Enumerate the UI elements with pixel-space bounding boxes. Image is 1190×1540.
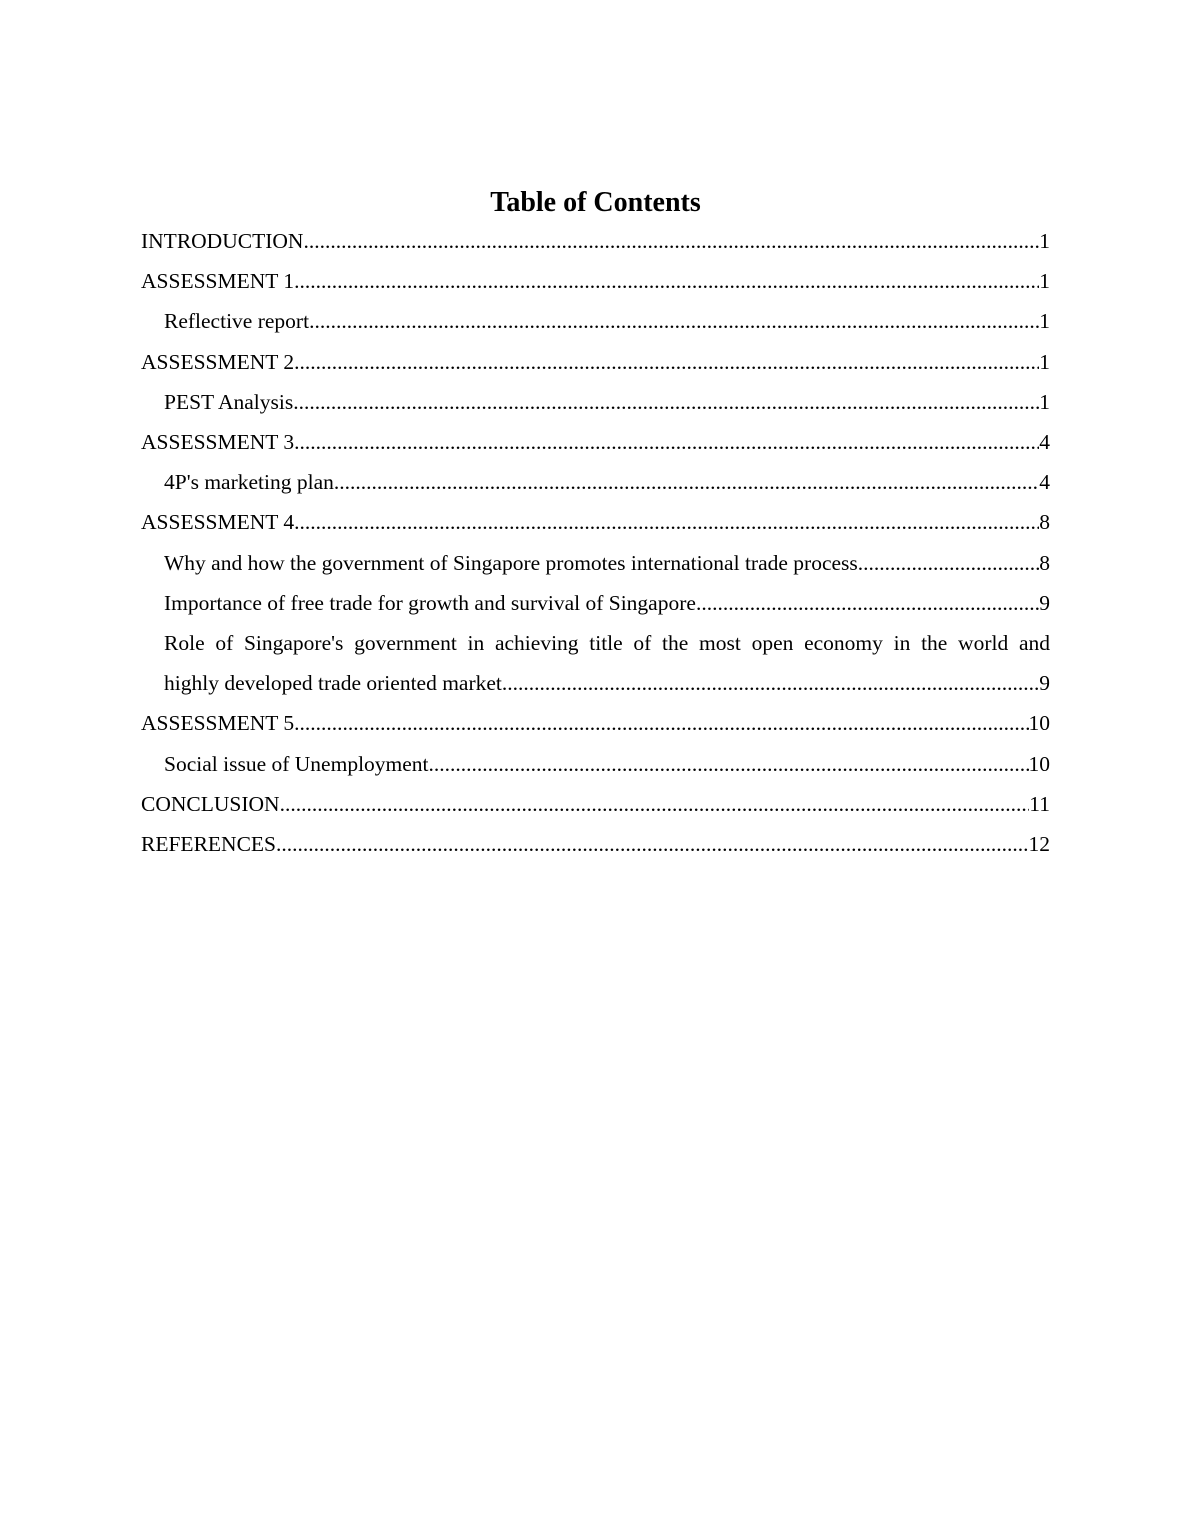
toc-entry[interactable] [141,824,1050,864]
toc-page-number: 10 [1028,751,1050,776]
toc-dot-leader [294,342,1039,382]
toc-entry[interactable] [141,583,1050,623]
toc-page-number: 1 [1039,349,1050,374]
toc-dot-leader [303,221,1039,261]
toc-entry-text: INTRODUCTION [141,229,304,253]
toc-page-number: 12 [1028,832,1050,857]
toc-entry[interactable] [141,744,1050,784]
toc-dot-leader [294,502,1039,542]
toc-page-number: 10 [1028,711,1050,736]
toc-entry-text: highly developed trade oriented market [164,671,502,696]
toc-dot-leader [502,663,1039,703]
toc-entry[interactable] [141,301,1050,341]
toc-dot-leader [276,824,1029,864]
toc-dot-leader [293,382,1039,422]
toc-dot-leader [280,784,1030,824]
toc-dot-leader [294,703,1028,743]
toc-dot-leader [309,301,1039,341]
toc-entry-text: ASSESSMENT 2 [141,349,295,374]
toc-entry-text: ASSESSMENT 1 [141,269,295,294]
toc-page-number: 1 [1039,389,1050,414]
toc-dot-leader [294,261,1039,301]
toc-entry[interactable] [141,703,1050,743]
toc-dot-leader [334,462,1039,502]
toc-page-number: 8 [1039,550,1050,575]
toc-entry-text: Importance of free trade for growth and survival of Singapore [164,590,696,615]
toc-entry[interactable] [141,342,1050,382]
toc-entry-line [164,744,1050,784]
toc-entry[interactable] [141,543,1050,583]
toc-entry-text: ASSESSMENT 5 [141,711,295,736]
toc-entry[interactable] [141,462,1050,502]
toc-dot-leader [294,422,1039,462]
toc-entry-line [141,703,1050,743]
toc-page-number: 4 [1039,430,1050,455]
toc-entry-line [141,824,1050,864]
toc-entry-line [164,543,1050,583]
toc-entry-line [164,382,1050,422]
toc-entry-text: 4P's marketing plan [164,470,334,495]
toc-entry-text: ASSESSMENT 3 [141,430,295,455]
toc-dot-leader [429,744,1029,784]
toc-entry[interactable] [141,422,1050,462]
toc-entry-line [141,502,1050,542]
toc-entry-text-line1: Role of Singapore's government in achieving title of the most open economy in the world and [164,631,1050,656]
toc-entry[interactable] [141,784,1050,824]
toc-entry-line [164,301,1050,341]
toc-entry-line [141,784,1050,824]
toc-entry[interactable] [141,502,1050,542]
toc-entry-text: REFERENCES [141,832,276,857]
toc-page-number: 4 [1039,470,1050,495]
toc-entry-line [164,462,1050,502]
toc-dot-leader [696,583,1039,623]
toc-entry-line [141,422,1050,462]
toc-page-number: 1 [1039,269,1050,294]
toc-entry-text: ASSESSMENT 4 [141,510,295,535]
table-of-contents [141,185,1050,864]
toc-entry[interactable] [141,261,1050,301]
toc-list [141,221,1050,864]
toc-entry[interactable] [141,221,1050,261]
toc-entry-text: Social issue of Unemployment [164,751,429,776]
toc-entry-text: Why and how the government of Singapore promotes international trade process [164,550,858,575]
toc-page-number: 1 [1039,309,1050,334]
toc-page-number: 1 [1039,229,1050,253]
toc-entry-line [164,583,1050,623]
toc-entry[interactable] [141,623,1050,703]
toc-page-number: 9 [1039,671,1050,696]
toc-entry-text: CONCLUSION [141,791,280,816]
toc-title: Table of Contents [490,187,701,218]
toc-dot-leader [858,543,1039,583]
toc-entry-text: PEST Analysis [164,389,294,414]
toc-entry-line [164,663,1050,703]
toc-entry-text: Reflective report [164,309,310,334]
toc-page-number: 8 [1039,510,1050,535]
toc-page-number: 11 [1029,791,1050,816]
toc-entry[interactable] [141,382,1050,422]
toc-page-number: 9 [1039,590,1050,615]
toc-entry-line [141,221,1050,261]
toc-entry-line [141,342,1050,382]
toc-entry-line [141,261,1050,301]
